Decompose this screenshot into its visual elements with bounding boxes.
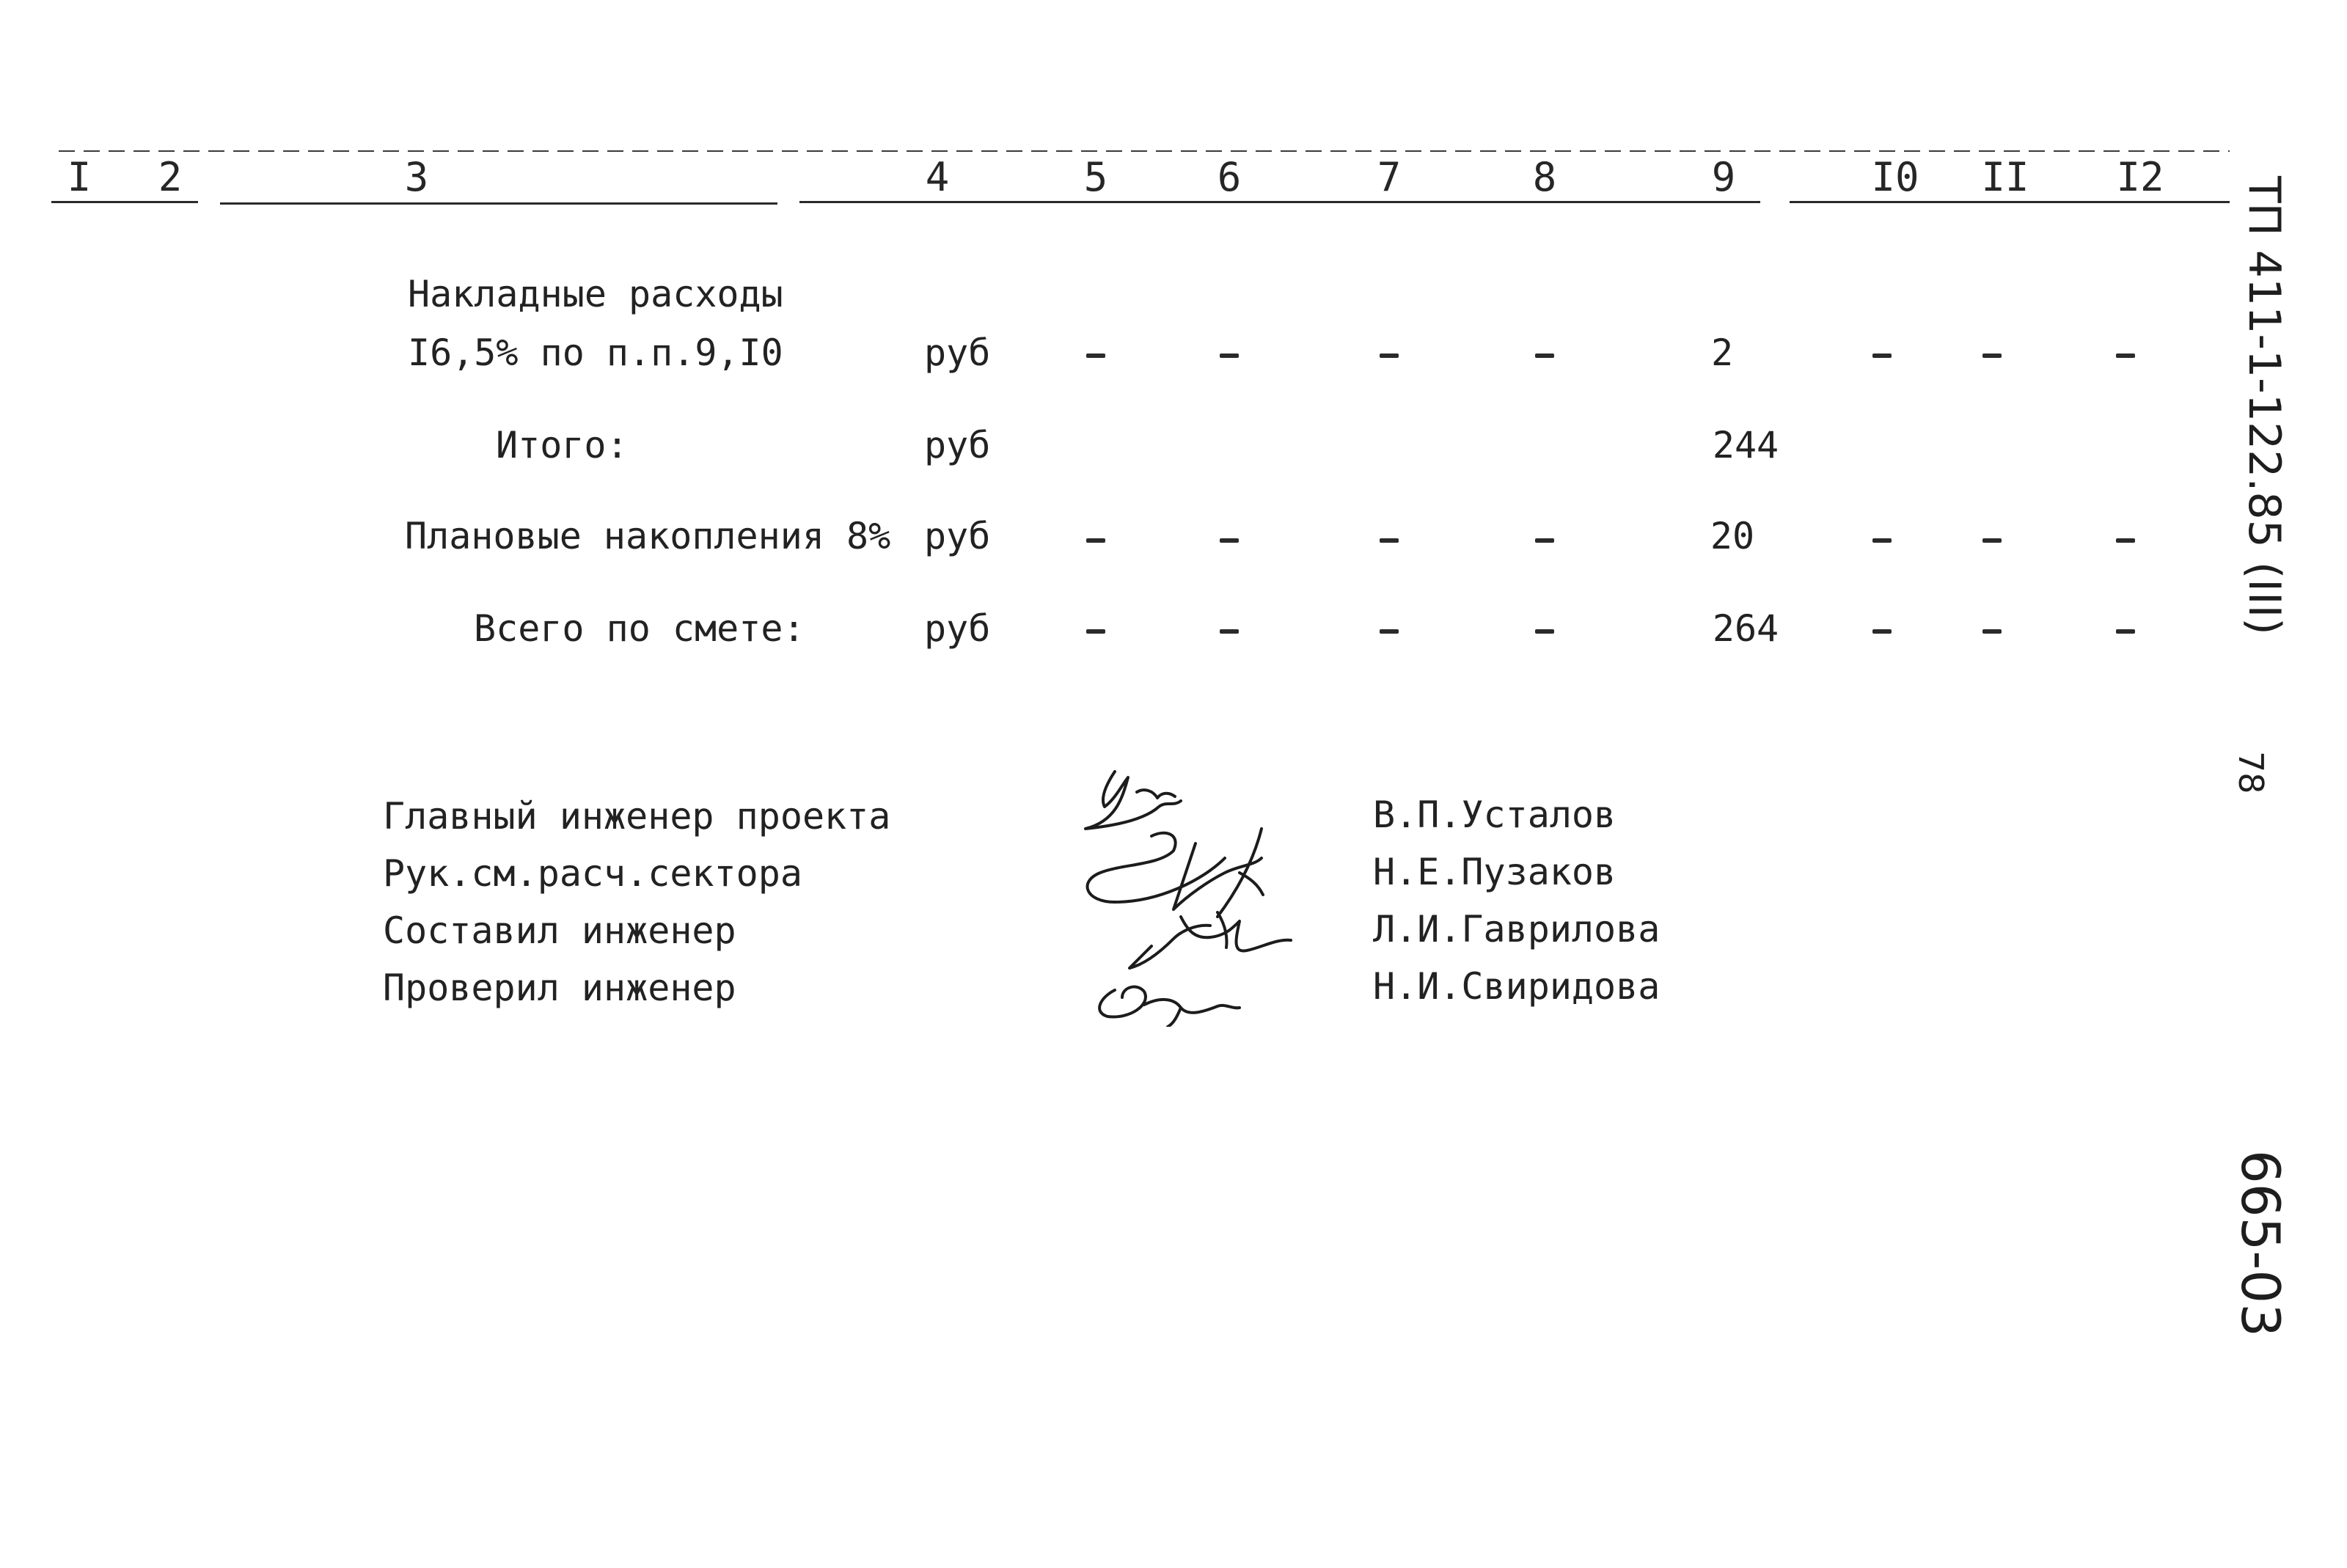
dash-mark — [1982, 629, 2002, 634]
column-number: I2 — [2116, 154, 2164, 200]
row-unit: руб — [924, 607, 991, 650]
header-bottom-rule — [51, 201, 198, 203]
row-label: Итого: — [496, 424, 629, 466]
signatory-name: В.П.Усталов — [1373, 794, 1616, 836]
dash-mark — [1380, 629, 1399, 634]
header-bottom-rule — [220, 202, 777, 205]
dash-mark — [1220, 538, 1239, 543]
header-bottom-rule — [799, 201, 1760, 203]
column-number: II — [1981, 154, 2029, 200]
row-label: Накладные расходы — [408, 273, 783, 315]
column-number: I0 — [1871, 154, 1919, 200]
dash-mark — [1872, 629, 1892, 634]
header-bottom-rule — [1790, 201, 2230, 203]
handwritten-signature — [1071, 755, 1335, 1027]
signatory-name: Н.Е.Пузаков — [1373, 851, 1616, 893]
signatory-position: Проверил инженер — [383, 967, 736, 1009]
dash-mark — [1872, 353, 1892, 358]
dash-mark — [1086, 353, 1105, 358]
dash-mark — [1380, 353, 1399, 358]
document-code-stamp: ТП 411-1-122.85 (III) — [2238, 176, 2290, 635]
page-number-stamp: 78 — [2231, 751, 2271, 794]
dash-mark — [1380, 538, 1399, 543]
signatory-position: Главный инженер проекта — [383, 795, 891, 838]
column-number: 8 — [1532, 154, 1557, 200]
row-unit: руб — [924, 515, 991, 557]
dash-mark — [1982, 353, 2002, 358]
row-label: Плановые накопления 8% — [405, 515, 891, 557]
dash-mark — [1535, 538, 1554, 543]
dash-mark — [1086, 538, 1105, 543]
dash-mark — [1535, 629, 1554, 634]
row-label: Всего по смете: — [474, 607, 805, 650]
row-unit: руб — [924, 424, 991, 466]
row-value: 264 — [1712, 607, 1779, 650]
archive-number-stamp: 665-03 — [2230, 1150, 2291, 1338]
row-label: I6,5% по п.п.9,I0 — [408, 331, 783, 374]
signatory-position: Рук.см.расч.сектора — [383, 852, 802, 895]
signatory-name: Л.И.Гаврилова — [1373, 908, 1661, 950]
column-number: I — [67, 154, 92, 200]
dash-mark — [2116, 353, 2135, 358]
column-number: 9 — [1711, 154, 1736, 200]
column-number: 3 — [404, 154, 429, 200]
dash-mark — [2116, 538, 2135, 543]
row-unit: руб — [924, 331, 991, 374]
header-top-rule — [59, 150, 2230, 152]
dash-mark — [1535, 353, 1554, 358]
dash-mark — [2116, 629, 2135, 634]
signatory-position: Составил инженер — [383, 909, 736, 952]
dash-mark — [1220, 353, 1239, 358]
column-number: 5 — [1083, 154, 1108, 200]
column-number: 6 — [1217, 154, 1242, 200]
row-value: 20 — [1710, 515, 1755, 557]
column-number: 4 — [925, 154, 950, 200]
row-value: 2 — [1710, 331, 1734, 374]
column-number: 2 — [158, 154, 183, 200]
column-number: 7 — [1377, 154, 1402, 200]
dash-mark — [1982, 538, 2002, 543]
row-value: 244 — [1712, 424, 1779, 466]
dash-mark — [1086, 629, 1105, 634]
signatory-name: Н.И.Свиридова — [1373, 965, 1661, 1008]
dash-mark — [1872, 538, 1892, 543]
dash-mark — [1220, 629, 1239, 634]
